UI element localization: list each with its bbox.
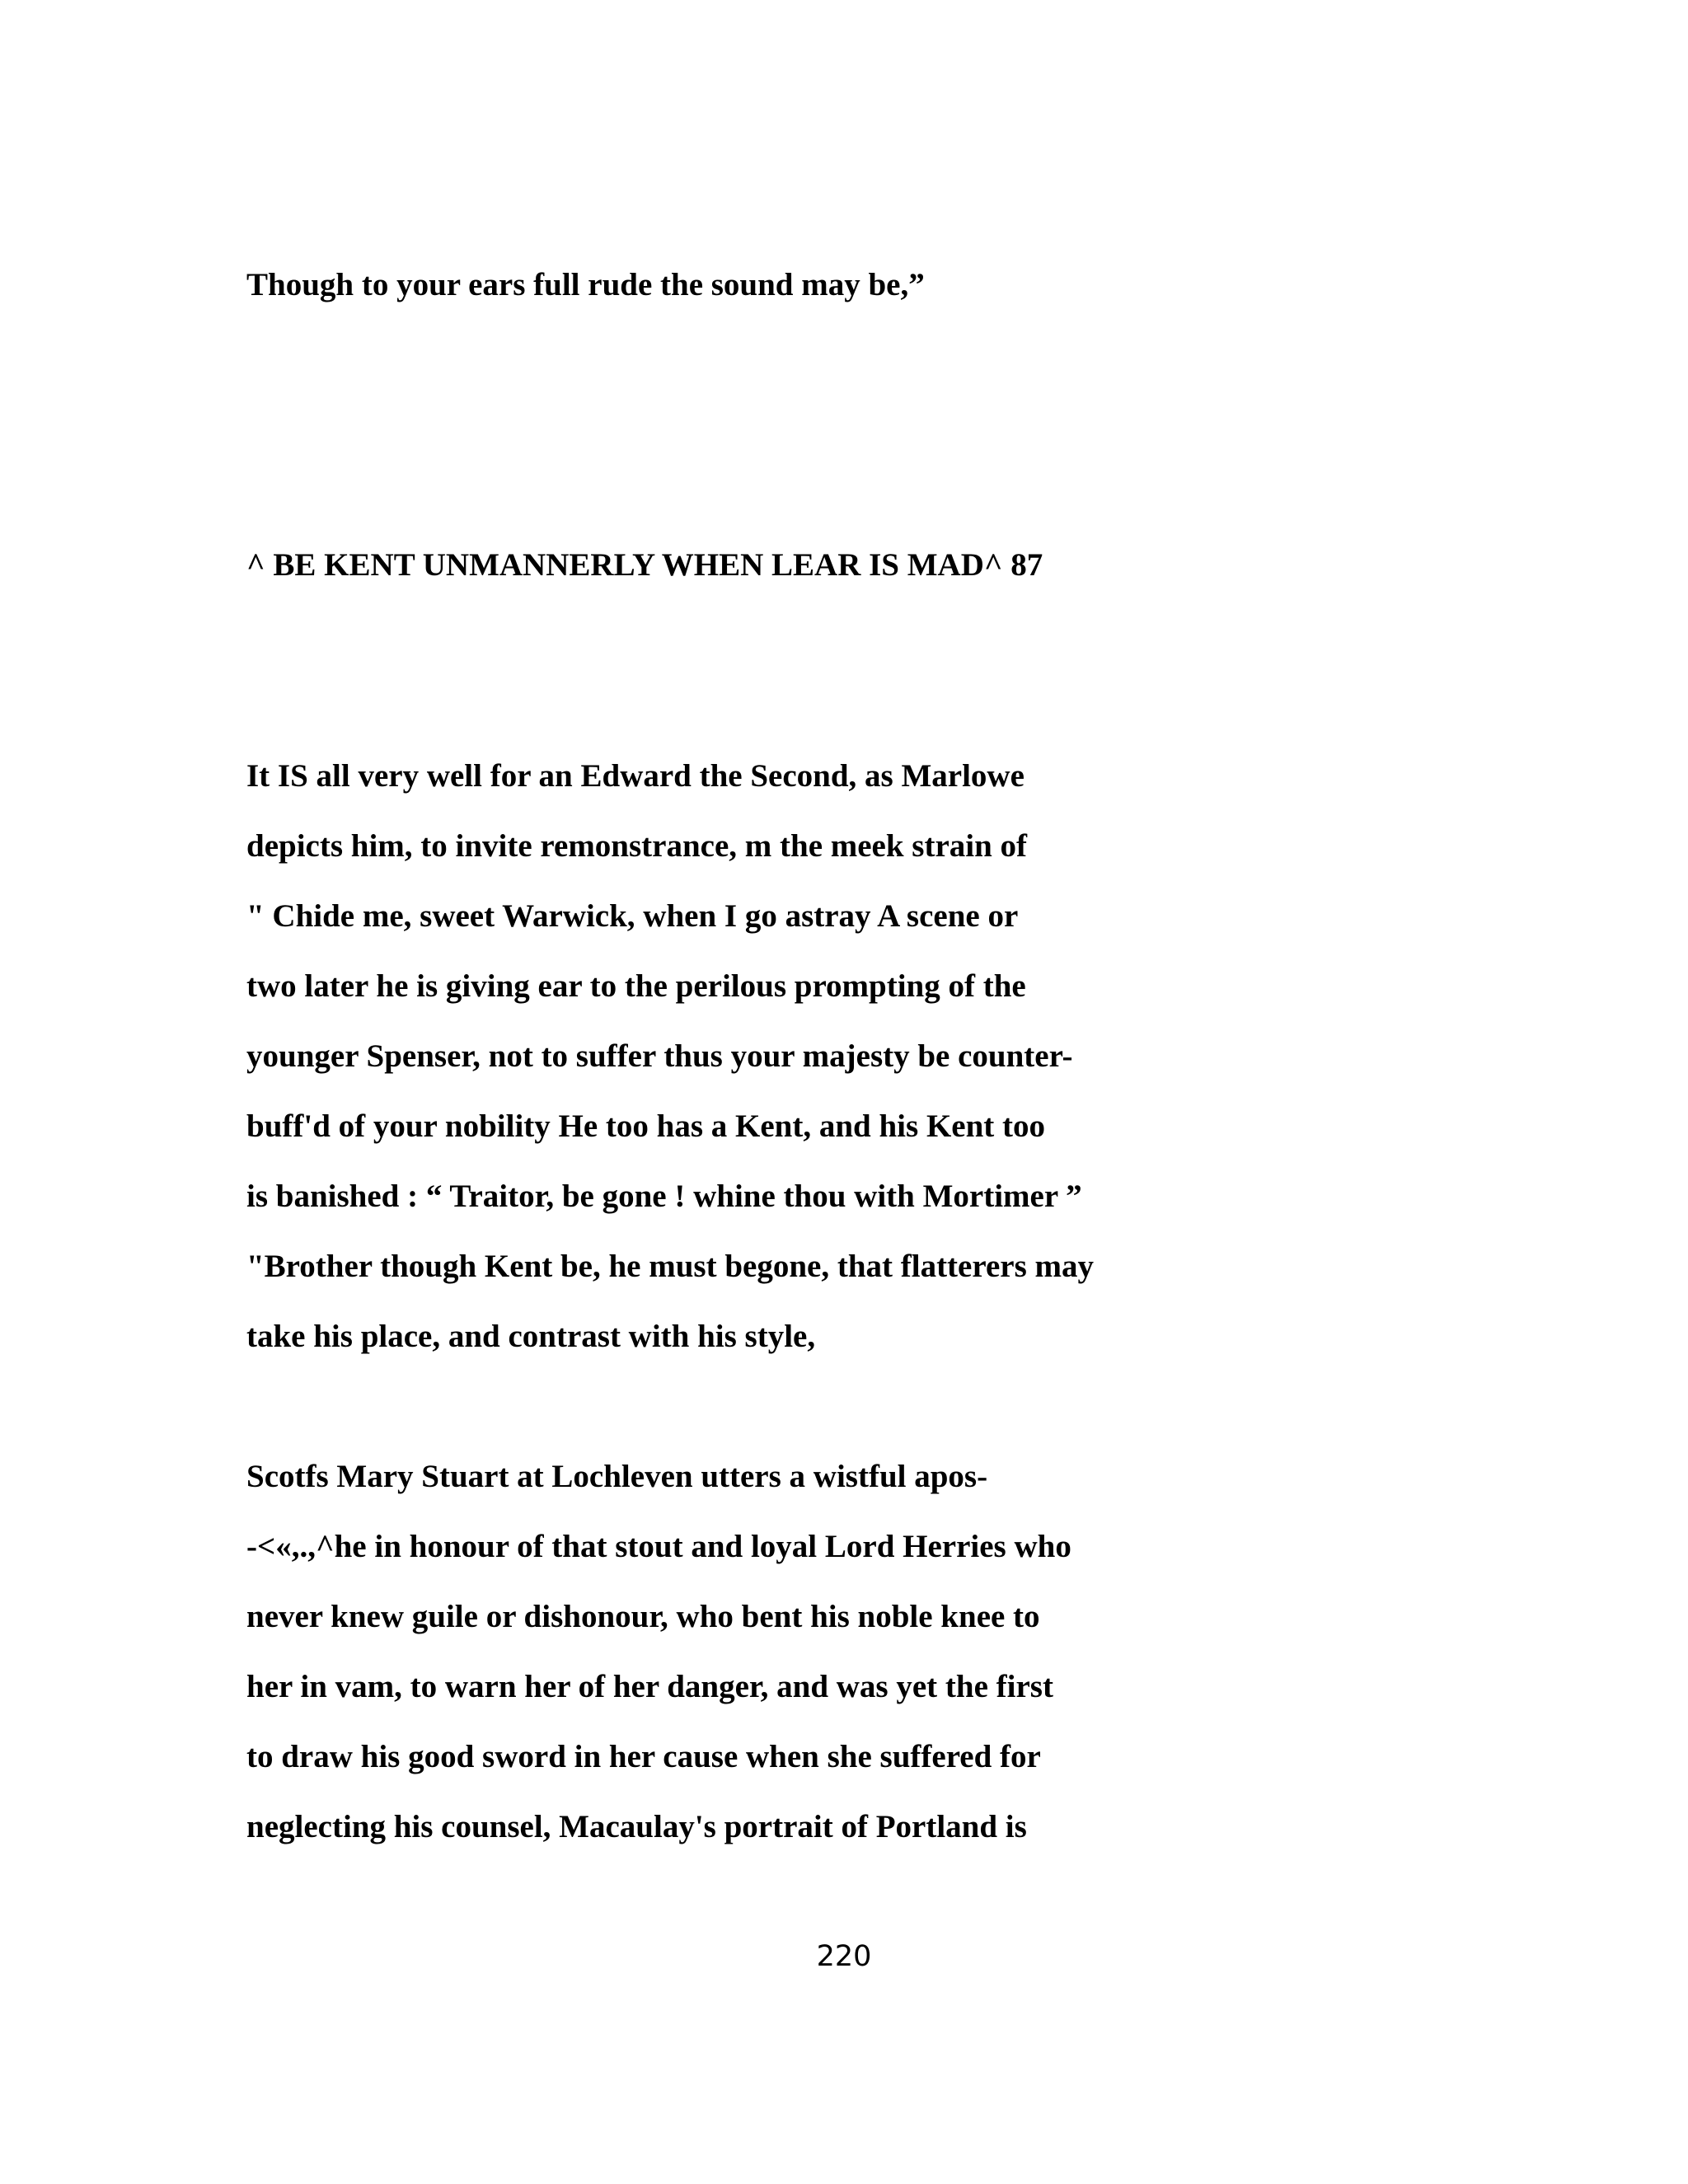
text-line: her in vam, to warn her of her danger, and was yet the first	[246, 1669, 1053, 1704]
text-line: Scotfs Mary Stuart at Lochleven utters a wistful apos-	[246, 1459, 988, 1494]
page-number: 220	[816, 1940, 872, 1973]
text-line: never knew guile or dishonour, who bent his noble knee to	[246, 1599, 1040, 1634]
text-line: is banished : “ Traitor, be gone ! whine thou with Mortimer ”	[246, 1179, 1082, 1214]
text-line: younger Spenser, not to suffer thus your majesty be counter-	[246, 1038, 1073, 1074]
page-heading: ^ BE KENT UNMANNERLY WHEN LEAR IS MAD^ 87	[246, 547, 1043, 583]
text-line: depicts him, to invite remonstrance, m the meek strain of	[246, 828, 1028, 864]
text-line: " Chide me, sweet Warwick, when I go astray A scene or	[246, 898, 1019, 934]
text-line: to draw his good sword in her cause when she suffered for	[246, 1739, 1041, 1774]
text-line: buff'd of your nobility He too has a Kent, and his Kent too	[246, 1108, 1046, 1144]
text-line: It IS all very well for an Edward the Second, as Marlowe	[246, 758, 1025, 794]
text-line: two later he is giving ear to the perilous prompting of the	[246, 968, 1026, 1004]
text-line: take his place, and contrast with his style,	[246, 1319, 816, 1354]
text-line: -<«,.,^he in honour of that stout and loyal Lord Herries who	[246, 1529, 1071, 1564]
opening-verse-line: Though to your ears full rude the sound may be,”	[246, 267, 925, 302]
text-line: neglecting his counsel, Macaulay's portrait of Portland is	[246, 1809, 1027, 1844]
text-line: "Brother though Kent be, he must begone, that flatterers may	[246, 1249, 1094, 1284]
